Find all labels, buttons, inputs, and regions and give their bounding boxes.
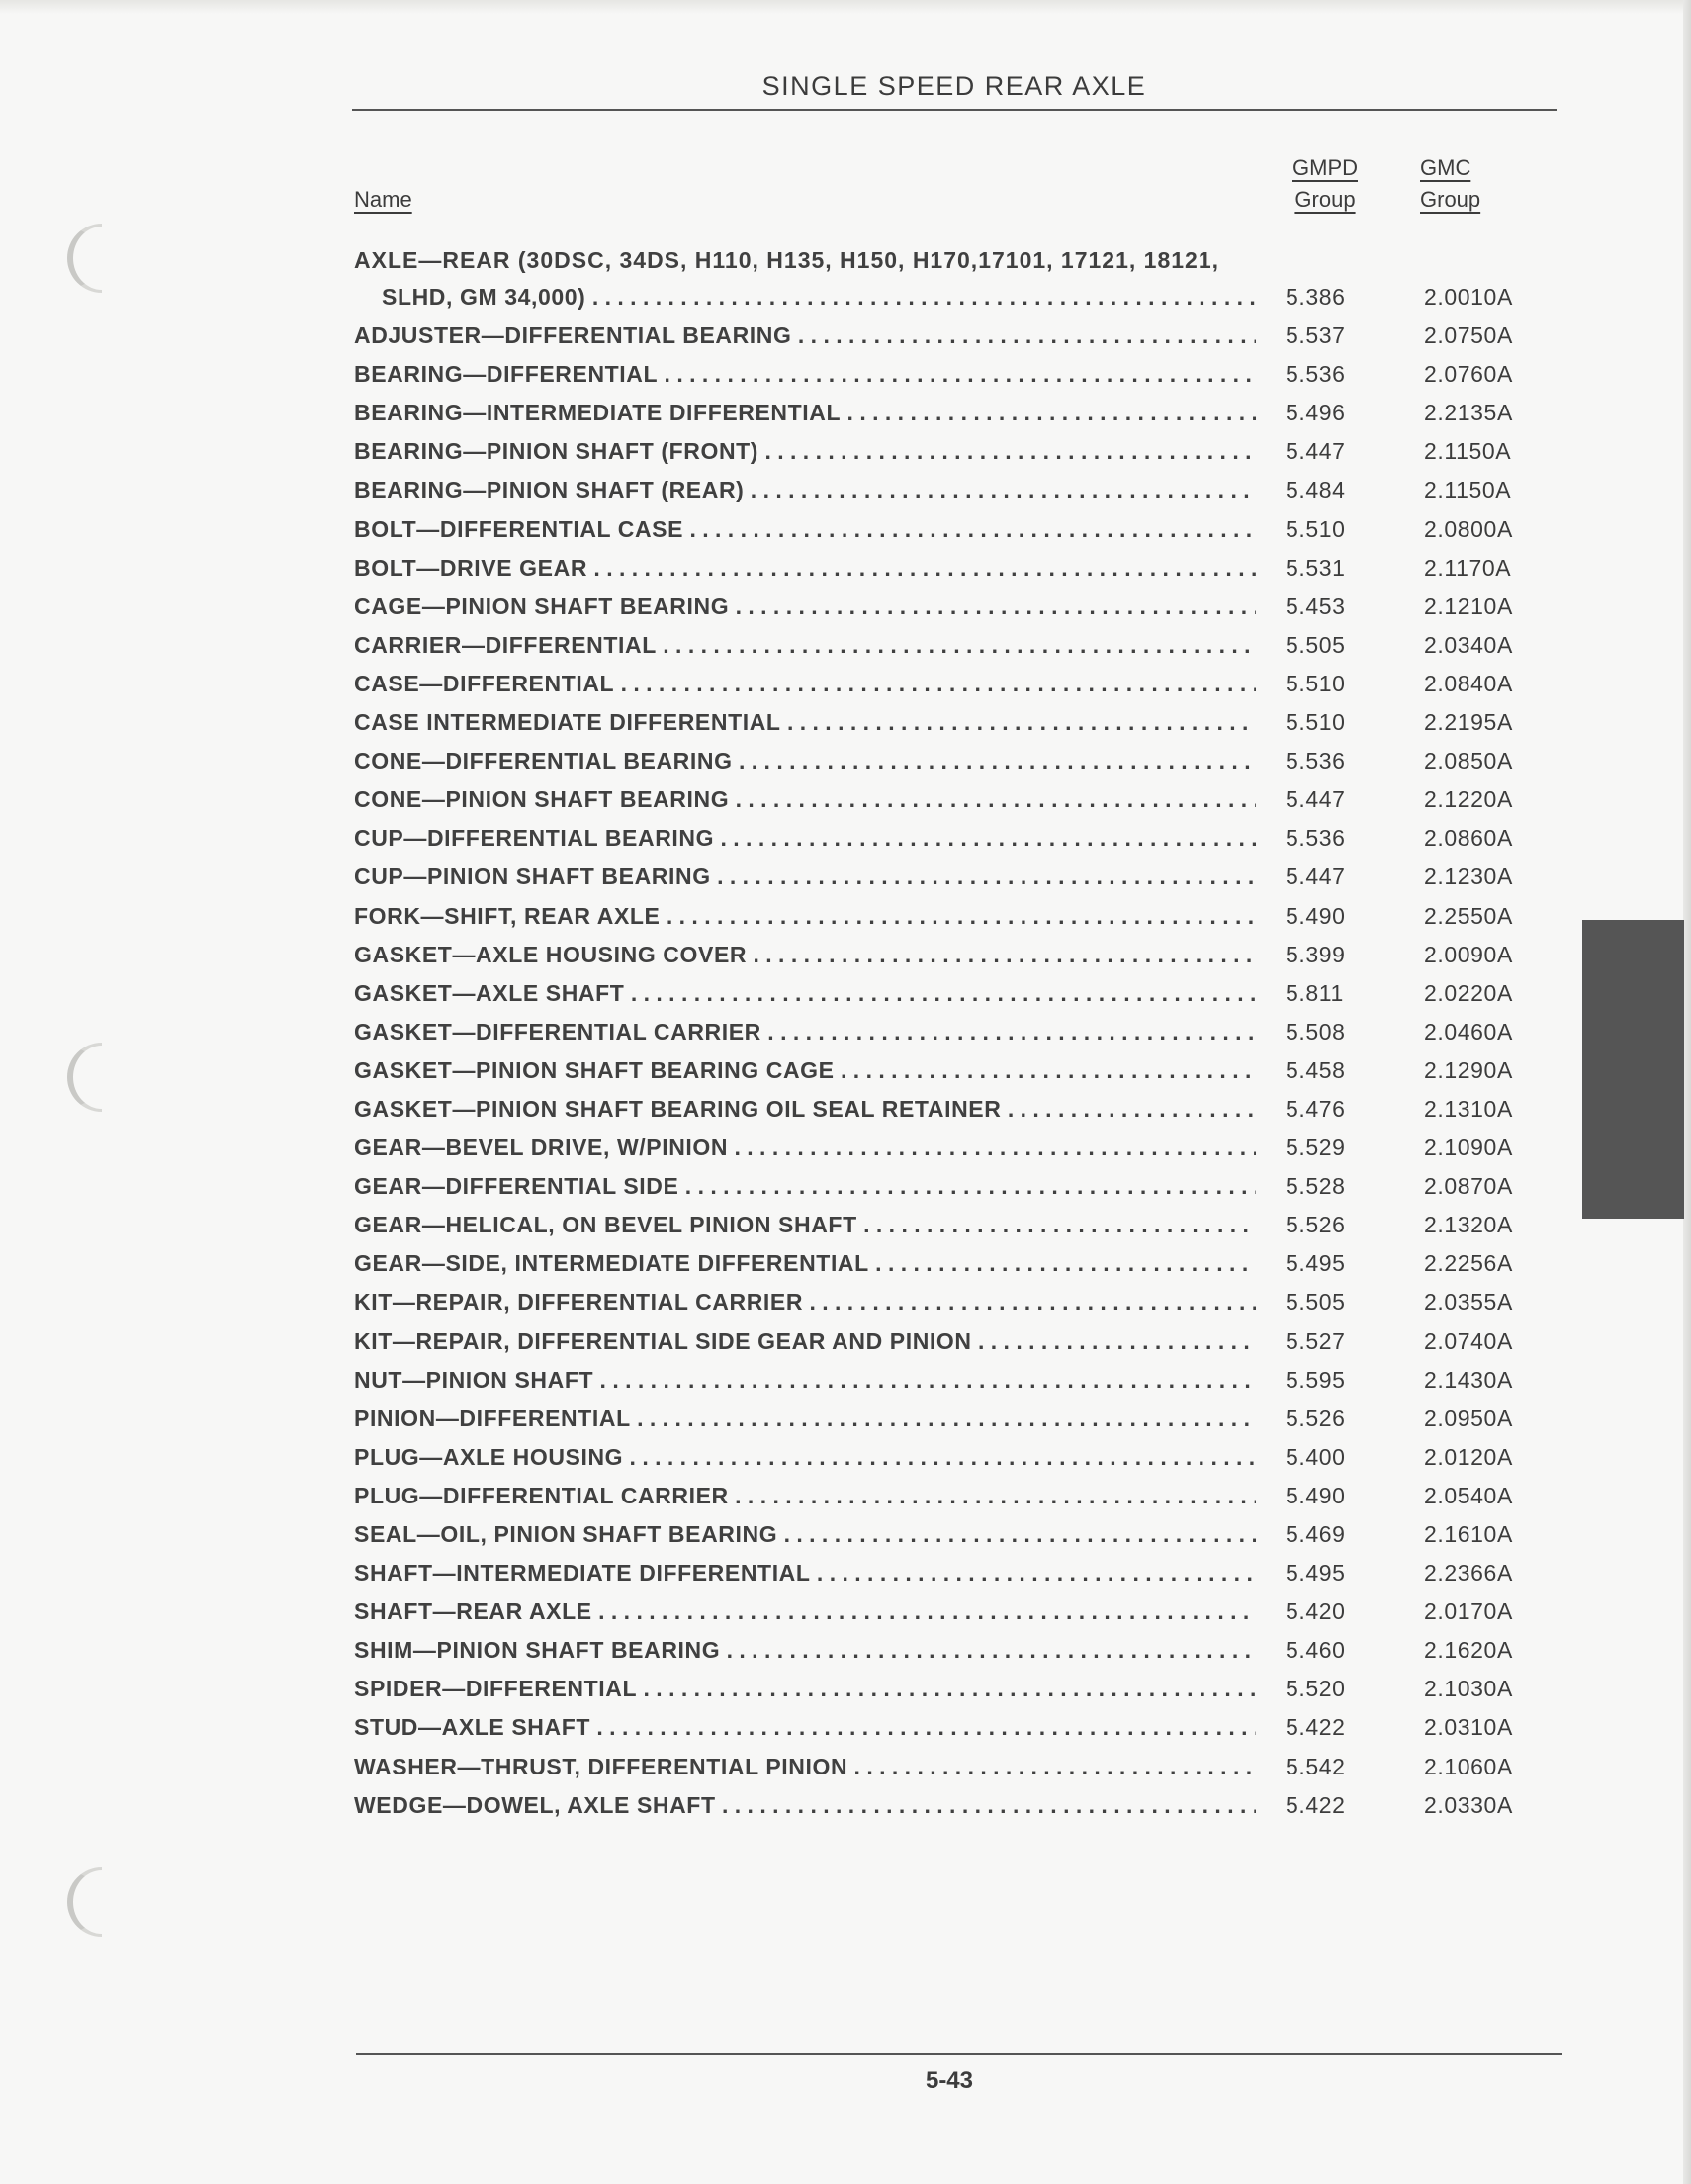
gmpd-group: 5.510 (1286, 709, 1346, 736)
gmc-group: 2.1220A (1424, 786, 1513, 813)
column-header-gmpd-line1: GMPD (1292, 155, 1358, 180)
gmpd-group: 5.510 (1286, 670, 1346, 696)
table-row (354, 1444, 1580, 1483)
table-row (354, 1173, 1580, 1212)
punch-hole-top (67, 224, 136, 293)
part-name: BOLT—DIFFERENTIAL CASE . . . (354, 516, 1256, 543)
table-row (354, 1328, 1580, 1367)
gmc-group: 2.0740A (1424, 1327, 1513, 1354)
table-row (354, 980, 1580, 1019)
gmc-group: 2.1210A (1424, 592, 1513, 619)
gmpd-group: 5.526 (1286, 1405, 1346, 1431)
table-row (354, 709, 1580, 748)
column-header-gmc-line1: GMC (1420, 155, 1471, 180)
gmpd-group: 5.495 (1286, 1560, 1346, 1587)
gmc-group: 2.1060A (1424, 1753, 1513, 1779)
gmpd-group: 5.536 (1286, 748, 1346, 774)
gmc-group: 2.2366A (1424, 1560, 1513, 1587)
part-name: PLUG—AXLE HOUSING . . . (354, 1444, 1256, 1471)
gmpd-group: 5.496 (1286, 400, 1346, 426)
gmc-group: 2.2195A (1424, 709, 1513, 736)
gmc-group: 2.0950A (1424, 1405, 1513, 1431)
gmpd-group: 5.495 (1286, 1250, 1346, 1277)
gmpd-group: 5.476 (1286, 1095, 1346, 1122)
page-title: SINGLE SPEED REAR AXLE (761, 71, 1147, 101)
table-row (354, 1483, 1580, 1521)
table-row (354, 825, 1580, 864)
gmpd-group: 5.528 (1286, 1173, 1346, 1200)
table-row (354, 786, 1580, 825)
part-name: GEAR—HELICAL, ON BEVEL PINION SHAFT . . . (354, 1212, 1256, 1238)
column-header-name (354, 184, 412, 216)
part-name: BEARING—DIFFERENTIAL . . . (354, 361, 1256, 388)
gmc-group: 2.2256A (1424, 1250, 1513, 1277)
gmpd-group: 5.527 (1286, 1327, 1346, 1354)
table-row (354, 400, 1580, 438)
gmc-group: 2.1170A (1424, 554, 1512, 581)
table-row (354, 1212, 1580, 1250)
table-row (354, 1019, 1580, 1057)
gmpd-group: 5.510 (1286, 515, 1346, 542)
table-row (354, 1367, 1580, 1406)
gmc-group: 2.0750A (1424, 322, 1513, 349)
column-header-gmpd-line2: Group (1294, 187, 1356, 212)
footer-rule (356, 2053, 1562, 2055)
table-row (354, 1096, 1580, 1135)
part-name: CASE—DIFFERENTIAL . . . (354, 671, 1256, 697)
gmpd-group: 5.422 (1286, 1791, 1346, 1818)
table-row (354, 1714, 1580, 1753)
page-edge-right (1683, 0, 1691, 2184)
part-name: CONE—DIFFERENTIAL BEARING . . . (354, 748, 1256, 774)
gmc-group: 2.1430A (1424, 1366, 1513, 1393)
table-row (354, 593, 1580, 632)
gmc-group: 2.0460A (1424, 1018, 1513, 1045)
gmc-group: 2.1230A (1424, 864, 1513, 890)
gmpd-group: 5.508 (1286, 1018, 1346, 1045)
gmpd-group: 5.484 (1286, 477, 1346, 503)
gmpd-group: 5.529 (1286, 1135, 1346, 1161)
table-row (354, 555, 1580, 593)
gmpd-group: 5.490 (1286, 1482, 1346, 1508)
part-name: PLUG—DIFFERENTIAL CARRIER . . . (354, 1483, 1256, 1509)
part-name: WASHER—THRUST, DIFFERENTIAL PINION . . . (354, 1754, 1256, 1780)
gmc-group: 2.1620A (1424, 1637, 1513, 1664)
gmpd-group: 5.447 (1286, 864, 1346, 890)
part-name: ADJUSTER—DIFFERENTIAL BEARING . . . (354, 322, 1256, 349)
gmc-group: 2.0170A (1424, 1598, 1513, 1625)
gmc-group: 2.0355A (1424, 1289, 1513, 1316)
part-name: CUP—DIFFERENTIAL BEARING . . . (354, 825, 1256, 852)
gmc-group: 2.1290A (1424, 1056, 1513, 1083)
gmc-group: 2.0010A (1424, 284, 1513, 310)
part-name: CUP—PINION SHAFT BEARING . . . (354, 864, 1256, 890)
part-name: NUT—PINION SHAFT . . . (354, 1367, 1256, 1394)
part-name: SHIM—PINION SHAFT BEARING . . . (354, 1637, 1256, 1664)
gmc-group: 2.0540A (1424, 1482, 1513, 1508)
gmpd-group: 5.595 (1286, 1366, 1346, 1393)
table-row (354, 1637, 1580, 1676)
part-name: STUD—AXLE SHAFT . . . (354, 1714, 1256, 1741)
part-name: SEAL—OIL, PINION SHAFT BEARING . . . (354, 1521, 1256, 1548)
gmpd-group: 5.536 (1286, 825, 1346, 852)
table-row (354, 903, 1580, 942)
gmpd-group: 5.542 (1286, 1753, 1346, 1779)
table-row (354, 477, 1580, 515)
part-name: GASKET—DIFFERENTIAL CARRIER . . . (354, 1019, 1256, 1046)
part-name: GEAR—DIFFERENTIAL SIDE . . . (354, 1173, 1256, 1200)
part-name: KIT—REPAIR, DIFFERENTIAL SIDE GEAR AND PINION . . . (354, 1328, 1256, 1355)
gmc-group: 2.0800A (1424, 515, 1513, 542)
gmc-group: 2.1310A (1424, 1095, 1513, 1122)
gmpd-group: 5.422 (1286, 1714, 1346, 1741)
part-name: SHAFT—REAR AXLE . . . (354, 1598, 1256, 1625)
gmc-group: 2.2550A (1424, 902, 1513, 929)
part-name: SPIDER—DIFFERENTIAL . . . (354, 1676, 1256, 1702)
table-row (354, 361, 1580, 400)
table-row (354, 1406, 1580, 1444)
gmpd-group: 5.505 (1286, 1289, 1346, 1316)
gmpd-group: 5.526 (1286, 1212, 1346, 1238)
table-row (354, 1057, 1580, 1096)
first-entry-line1: AXLE—REAR (30DSC, 34DS, H110, H135, H150, H170,17101, 17121, 18121, (354, 247, 1220, 273)
gmc-group: 2.0860A (1424, 825, 1513, 852)
part-name: BEARING—PINION SHAFT (FRONT) . . . (354, 438, 1256, 465)
table-row (354, 438, 1580, 477)
gmc-group: 2.0850A (1424, 748, 1513, 774)
table-row (354, 1792, 1580, 1831)
gmpd-group: 5.505 (1286, 631, 1346, 658)
part-name: CONE—PINION SHAFT BEARING . . . (354, 786, 1256, 813)
gmc-group: 2.0330A (1424, 1791, 1513, 1818)
part-name: KIT—REPAIR, DIFFERENTIAL CARRIER . . . (354, 1289, 1256, 1316)
punch-hole-bottom (67, 1867, 136, 1937)
part-name: CARRIER—DIFFERENTIAL . . . (354, 632, 1256, 659)
gmpd-group: 5.536 (1286, 361, 1346, 388)
table-row (354, 1289, 1580, 1327)
part-name: BEARING—INTERMEDIATE DIFFERENTIAL . . . (354, 400, 1256, 426)
part-name: BOLT—DRIVE GEAR . . . (354, 555, 1256, 582)
table-row (354, 284, 1580, 322)
gmc-group: 2.0870A (1424, 1173, 1513, 1200)
punch-hole-middle (67, 1043, 136, 1112)
page-edge-top (0, 0, 1691, 14)
gmc-group: 2.0840A (1424, 670, 1513, 696)
gmc-group: 2.1610A (1424, 1521, 1513, 1547)
gmpd-group: 5.453 (1286, 592, 1346, 619)
table-row (354, 1250, 1580, 1289)
gmpd-group: 5.811 (1286, 979, 1344, 1006)
table-row (354, 632, 1580, 671)
table-row (354, 864, 1580, 902)
table-row (354, 1598, 1580, 1637)
gmc-group: 2.2135A (1424, 400, 1513, 426)
part-name: GASKET—PINION SHAFT BEARING OIL SEAL RETAINER . . . (354, 1096, 1256, 1123)
gmpd-group: 5.420 (1286, 1598, 1346, 1625)
gmpd-group: 5.386 (1286, 284, 1346, 310)
gmpd-group: 5.399 (1286, 941, 1346, 967)
gmc-group: 2.1320A (1424, 1212, 1513, 1238)
gmc-group: 2.1030A (1424, 1676, 1513, 1702)
table-row (354, 671, 1580, 709)
gmpd-group: 5.400 (1286, 1443, 1346, 1470)
gmc-group: 2.0310A (1424, 1714, 1513, 1741)
parts-list (354, 284, 1580, 1831)
gmpd-group: 5.447 (1286, 786, 1346, 813)
gmpd-group: 5.520 (1286, 1676, 1346, 1702)
table-row (354, 322, 1580, 361)
section-thumb-tab (1582, 920, 1684, 1219)
table-row (354, 748, 1580, 786)
gmc-group: 2.0760A (1424, 361, 1513, 388)
part-name: GASKET—AXLE HOUSING COVER . . . (354, 942, 1256, 968)
gmc-group: 2.1150A (1424, 438, 1512, 465)
part-name: WEDGE—DOWEL, AXLE SHAFT . . . (354, 1792, 1256, 1819)
table-row (354, 516, 1580, 555)
table-row (354, 942, 1580, 980)
part-name: SHAFT—INTERMEDIATE DIFFERENTIAL . . . (354, 1560, 1256, 1587)
part-name: BEARING—PINION SHAFT (REAR) . . . (354, 477, 1256, 503)
part-name: CAGE—PINION SHAFT BEARING . . . (354, 593, 1256, 620)
table-row (354, 1676, 1580, 1714)
gmpd-group: 5.490 (1286, 902, 1346, 929)
column-header-gmc (1420, 152, 1499, 216)
column-header-name-label: Name (354, 187, 412, 212)
part-name: PINION—DIFFERENTIAL . . . (354, 1406, 1256, 1432)
table-row (354, 1560, 1580, 1598)
part-name: GASKET—AXLE SHAFT . . . (354, 980, 1256, 1007)
gmpd-group: 5.458 (1286, 1056, 1346, 1083)
title-rule (352, 109, 1557, 111)
gmc-group: 2.1090A (1424, 1135, 1513, 1161)
part-name: SLHD, GM 34,000) . . . (382, 284, 1256, 311)
part-name: GEAR—SIDE, INTERMEDIATE DIFFERENTIAL . . . (354, 1250, 1256, 1277)
table-row (354, 1754, 1580, 1792)
gmpd-group: 5.537 (1286, 322, 1346, 349)
gmc-group: 2.0120A (1424, 1443, 1513, 1470)
gmc-group: 2.0220A (1424, 979, 1513, 1006)
gmpd-group: 5.460 (1286, 1637, 1346, 1664)
table-row (354, 1135, 1580, 1173)
part-name: CASE INTERMEDIATE DIFFERENTIAL . . . (354, 709, 1256, 736)
gmpd-group: 5.447 (1286, 438, 1346, 465)
part-name: GASKET—PINION SHAFT BEARING CAGE . . . (354, 1057, 1256, 1084)
gmc-group: 2.1150A (1424, 477, 1512, 503)
gmc-group: 2.0340A (1424, 631, 1513, 658)
gmpd-group: 5.531 (1286, 554, 1346, 581)
page-number: 5-43 (925, 2067, 974, 2094)
part-name: FORK—SHIFT, REAR AXLE . . . (354, 903, 1256, 930)
part-name: GEAR—BEVEL DRIVE, W/PINION . . . (354, 1135, 1256, 1161)
column-header-gmpd (1288, 152, 1363, 216)
gmpd-group: 5.469 (1286, 1521, 1346, 1547)
table-row (354, 1521, 1580, 1560)
gmc-group: 2.0090A (1424, 941, 1513, 967)
column-header-gmc-line2: Group (1420, 187, 1481, 212)
